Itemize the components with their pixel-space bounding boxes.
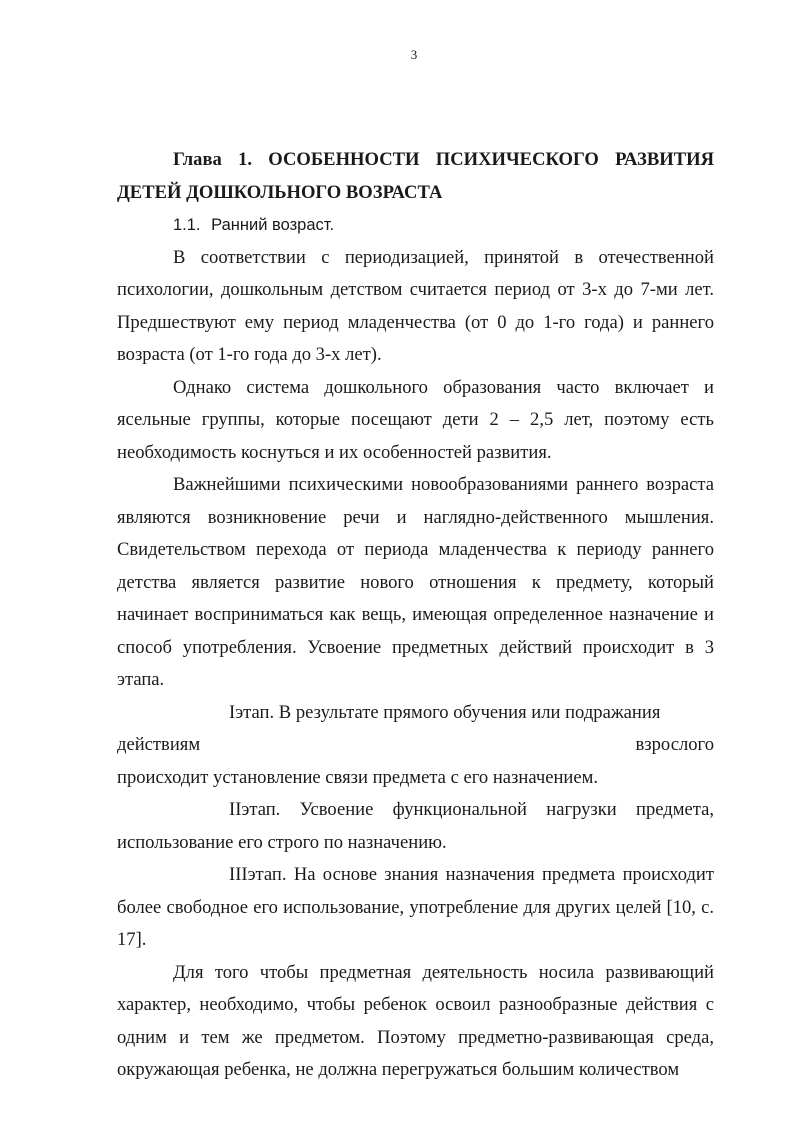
stage-1-split-line	[117, 729, 714, 762]
stage-1-split-left: действиям	[117, 734, 201, 755]
stage-1-split-right: взрослого	[635, 734, 714, 755]
stage-3-numeral: III	[229, 864, 248, 885]
paragraph-subject-environment: Для того чтобы предметная деятельность носила развивающий характер, необходимо, чтобы ребенок освоил разнообразные действия с одним и тем же предметом. Поэтому предметно-развивающая среда, окружающая ребенка, не должна перегружаться большим количеством	[117, 961, 714, 1080]
paragraph-periodization: В соответствии с периодизацией, принятой в отечественной психологии, дошкольным детством считается период от 3-х до 7-ми лет. Предшествуют ему период младенчества (от 0 до 1-го года) и раннего возраста (от 1-го года до 3-х лет).	[117, 246, 714, 365]
stage-1	[117, 697, 714, 795]
section-title: Ранний возраст.	[211, 216, 335, 234]
section-number: 1.1.	[173, 216, 201, 234]
paragraph-neoformations: Важнейшими психическими новообразованиями раннего возраста являются возникновение речи и наглядно-действенного мышления. Свидетельством перехода от периода младенчества к периоду раннего детства является развитие нового отношения к предмету, который начинает восприниматься как вещь, имеющая определенное назначение и способ употребления. Усвоение предметных действий происходит в 3 этапа.	[117, 474, 714, 690]
stage-1-line	[117, 697, 714, 730]
stage-1-numeral: I	[229, 701, 236, 723]
stage-3	[117, 859, 714, 957]
stage-1-continuation: происходит установление связи предмета с его назначением.	[117, 766, 599, 788]
document-body	[117, 144, 714, 1087]
stage-3-text: этап. На основе знания назначения предмета происходит более свободное его использование, употребление для других целей [10, с. 17].	[117, 864, 714, 950]
stage-1-text: этап. В результате прямого обучения или подражания	[235, 701, 661, 723]
section-heading	[117, 209, 714, 242]
chapter-heading: Глава 1. ОСОБЕННОСТИ ПСИХИЧЕСКОГО РАЗВИТИЯ ДЕТЕЙ ДОШКОЛЬНОГО ВОЗРАСТА	[117, 149, 714, 203]
paragraph-nursery-groups: Однако система дошкольного образования часто включает и ясельные группы, которые посещают дети 2 – 2,5 лет, поэтому есть необходимость коснуться и их особенностей развития.	[117, 376, 714, 463]
stage-2-numeral: II	[229, 799, 242, 820]
page-number: 3	[410, 47, 418, 62]
stage-2-text: этап. Усвоение функциональной нагрузки предмета, использование его строго по назначению.	[117, 799, 714, 853]
stage-2	[117, 794, 714, 859]
